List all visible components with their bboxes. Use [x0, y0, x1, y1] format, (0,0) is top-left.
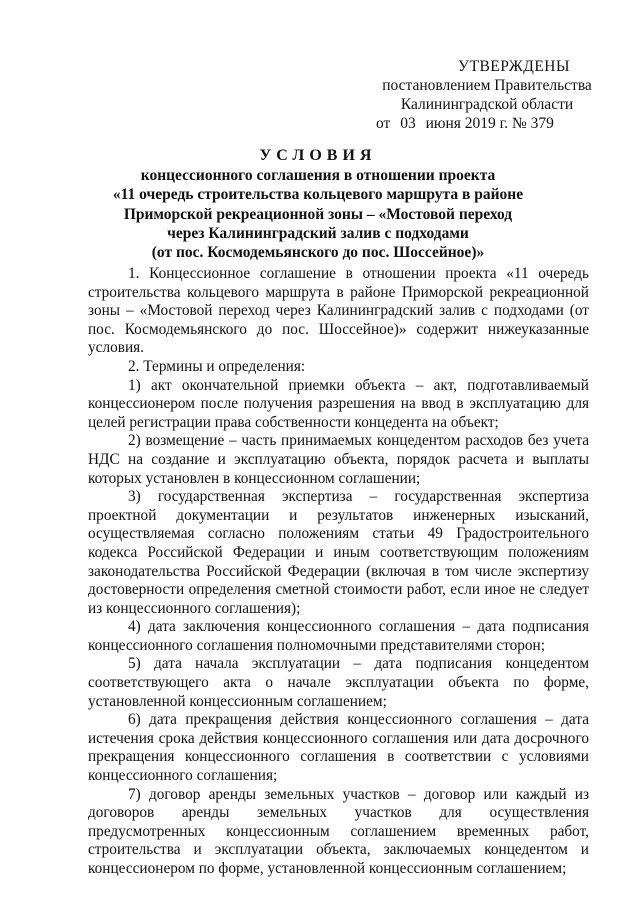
approval-date-line: [372, 114, 602, 133]
definition-2: 2) возмещение – часть принимаемых концедентом расходов без учета НДС на создание и эксплуатацию объекта, порядок расчета и выплаты которых установлен в концессионном соглашении;: [88, 432, 589, 487]
title-line-2: «11 очередь строительства кольцевого маршрута в районе: [112, 186, 524, 204]
approval-line-1: постановлением Правительства: [382, 77, 592, 94]
approval-number: 379: [530, 115, 554, 132]
title-line-3: Приморской рекреационной зоны – «Мостовой переход: [123, 205, 513, 223]
approval-date-prefix: от: [376, 115, 391, 132]
approval-line-2: Калининградской области: [400, 96, 574, 113]
title-line-5: (от пос. Космодемьянского до пос. Шоссейное)»: [151, 244, 485, 262]
definition-3: 3) государственная экспертиза – государственная экспертиза проектной документации и результатов инженерных изысканий, осуществляемая согласно положениям статьи 49 Градостроительного кодекса Российской Федерации и иным соответствующим положениям законодательства Российской Федерации (включая в том числе экспертизу достоверности определения сметной стоимости работ, если иное не следует из концессионного соглашения);: [88, 488, 589, 617]
document-body: [88, 265, 589, 879]
document-title: [96, 146, 540, 262]
paragraph-1: 1. Концессионное соглашение в отношении проекта «11 очередь строительства кольцевого маршрута в районе Приморской рекреационной зоны – «Мостовой переход через Калининградский залив с подходами (от пос. Космодемьянского до пос. Шоссейное)» содержит нижеуказанные условия.: [88, 265, 589, 357]
approval-stamp: [372, 57, 602, 133]
definition-1: 1) акт окончательной приемки объекта – акт, подготавливаемый концессионером после получения разрешения на ввод в эксплуатацию для целей регистрации права собственности концедента на объект;: [88, 376, 589, 431]
definition-5: 5) дата начала эксплуатации – дата подписания концедентом соответствующего акта о начале эксплуатации объекта по форме, установленной концессионным соглашением;: [88, 655, 589, 710]
title-line-4: через Калининградский залив с подходами: [167, 224, 469, 242]
title-word: УСЛОВИЯ: [259, 147, 377, 164]
approval-date-rest: июня 2019 г. №: [425, 115, 527, 132]
definition-6: 6) дата прекращения действия концессионного соглашения – дата истечения срока действия концессионного соглашения или дата досрочного прекращения концессионного соглашения в соответствии с условиями концессионного соглашения;: [88, 711, 589, 785]
title-line-1: концессионного соглашения в отношении проекта: [140, 167, 496, 185]
approval-heading: УТВЕРЖДЕНЫ: [458, 58, 570, 75]
definition-4: 4) дата заключения концессионного соглашения – дата подписания концессионного соглашения полномочными представителями сторон;: [88, 618, 589, 654]
paragraph-2-heading: 2. Термины и определения:: [128, 357, 306, 375]
approval-date-day: 03: [400, 115, 416, 132]
definition-7: 7) договор аренды земельных участков – договор или каждый из договоров аренды земельных участков для осуществления предусмотренных концессионным соглашением временных работ, строительства и эксплуатации объекта, заключаемых концедентом и концессионером по форме, установленной концессионным соглашением;: [88, 785, 589, 877]
